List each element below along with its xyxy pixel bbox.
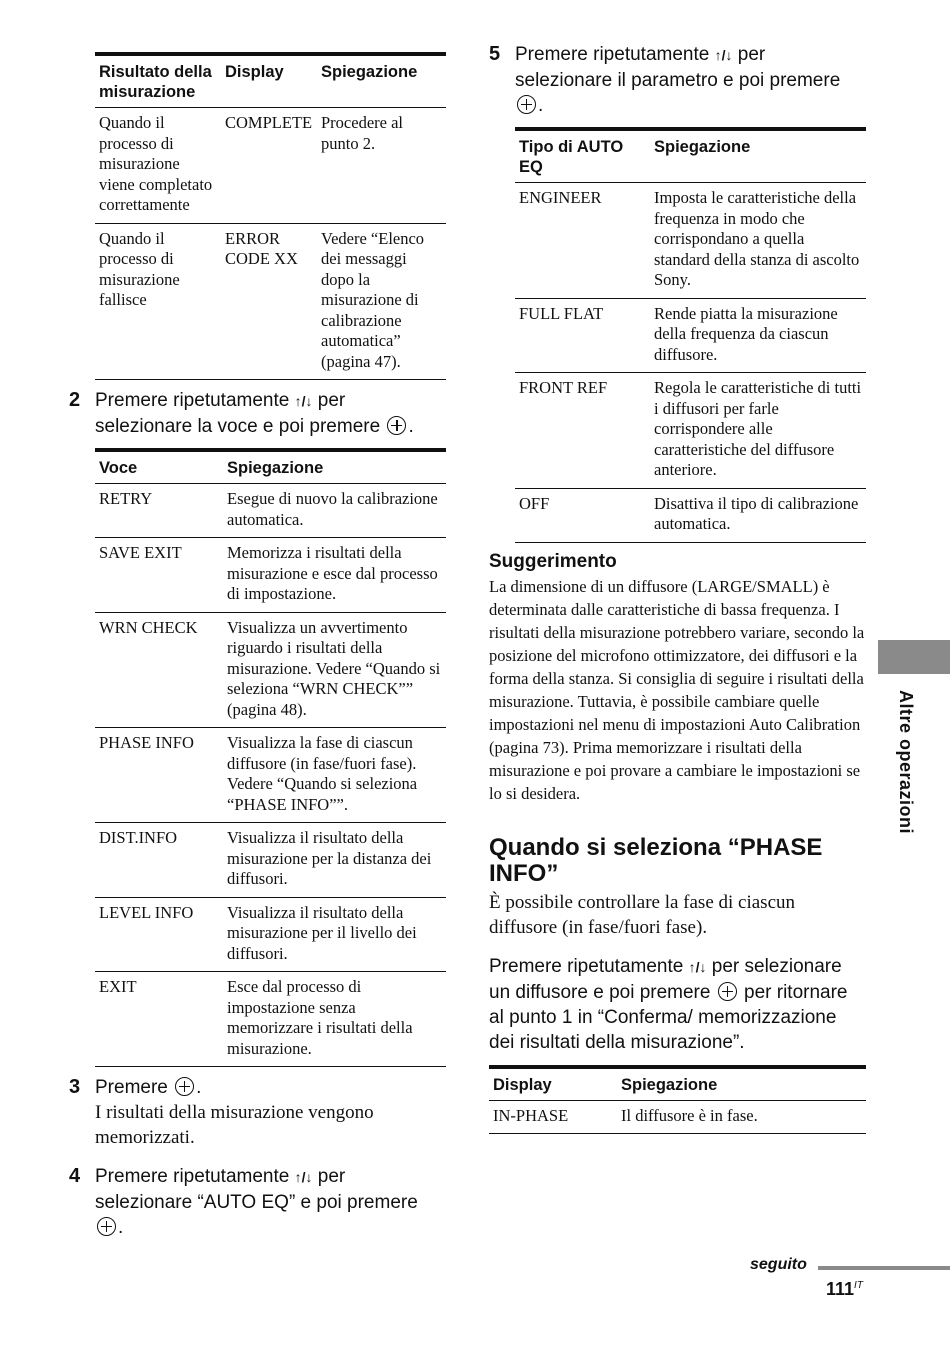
table-cell: Vedere “Elenco dei messaggi dopo la misurazione di calibrazione automatica” (pagina 47). [317, 223, 446, 380]
right-column [489, 42, 866, 1134]
table-row [95, 484, 446, 538]
table-row [515, 488, 866, 542]
step-text: Premere ripetutamente [95, 390, 295, 411]
table-cell: Esce dal processo di impostazione senza memorizzare i risultati della misurazione. [223, 972, 446, 1067]
table-cell: ERROR CODE XX [221, 223, 317, 380]
step-number: 5 [489, 43, 501, 65]
table-row [95, 897, 446, 972]
enter-button-icon [718, 982, 737, 1001]
step-text: . [196, 1077, 202, 1098]
table-cell: Rende piatta la misurazione della frequenza da ciascun diffusore. [650, 298, 866, 373]
table-row [95, 823, 446, 898]
table-cell: DIST.INFO [95, 823, 223, 898]
up-down-arrows-icon: ↑/↓ [714, 47, 733, 63]
section-instruction [489, 954, 866, 1055]
table-header: Display [221, 54, 317, 108]
tip-heading: Suggerimento [489, 550, 617, 572]
enter-button-icon [97, 1217, 116, 1236]
table-row [95, 972, 446, 1067]
table-header: Spiegazione [223, 450, 446, 484]
step-4 [69, 1164, 446, 1240]
up-down-arrows-icon: ↑/↓ [294, 393, 313, 409]
table-cell: Il diffusore è in fase. [617, 1100, 866, 1134]
side-section-label: Altre operazioni [896, 690, 916, 835]
table-header: Spiegazione [650, 129, 866, 183]
phase-display-table [489, 1065, 866, 1135]
measurement-result-table [95, 52, 446, 380]
step-description: I risultati della misurazione vengono memorizzati. [95, 1102, 374, 1148]
table-cell: Visualizza un avvertimento riguardo i risultati della misurazione. Vedere “Quando si seleziona “WRN CHECK”” (pagina 48). [223, 612, 446, 728]
table-cell: IN-PHASE [489, 1100, 617, 1134]
step-number: 3 [69, 1076, 81, 1098]
table-cell: Procedere al punto 2. [317, 108, 446, 224]
table-header: Voce [95, 450, 223, 484]
page-number [826, 1279, 863, 1300]
table-cell: RETRY [95, 484, 223, 538]
enter-button-icon [175, 1077, 194, 1096]
table-cell: COMPLETE [221, 108, 317, 224]
instruction-text: per selezionare un diffusore e poi premere [489, 955, 842, 1003]
step-text: per selezionare “AUTO EQ” e poi premere [95, 1166, 418, 1213]
section-tab-marker [878, 640, 950, 674]
table-cell: Imposta le caratteristiche della frequenza in modo che corrispondano a quella standard della stanza di ascolto Sony. [650, 183, 866, 299]
table-header: Display [489, 1067, 617, 1101]
table-row [95, 728, 446, 823]
left-column [69, 52, 446, 1240]
table-cell: FULL FLAT [515, 298, 650, 373]
table-cell: Esegue di nuovo la calibrazione automatica. [223, 484, 446, 538]
table-cell: ENGINEER [515, 183, 650, 299]
step-text: per selezionare la voce e poi premere [95, 390, 386, 437]
step-text: . [118, 1217, 124, 1238]
table-cell: FRONT REF [515, 373, 650, 489]
up-down-arrows-icon: ↑/↓ [294, 1169, 313, 1185]
step-text: . [538, 95, 544, 116]
continued-bar [818, 1266, 950, 1270]
page-number-value: 111 [826, 1279, 855, 1299]
table-cell: EXIT [95, 972, 223, 1067]
table-cell: LEVEL INFO [95, 897, 223, 972]
table-header: Risultato della misurazione [95, 54, 221, 108]
step-text: Premere ripetutamente [95, 1166, 295, 1187]
continued-label: seguito [750, 1256, 807, 1273]
table-row [515, 183, 866, 299]
table-row [95, 538, 446, 613]
table-cell: Regola le caratteristiche di tutti i diffusori per farle corrispondere alle caratteristiche del diffusore anteriore. [650, 373, 866, 489]
table-row [95, 223, 446, 380]
table-cell: PHASE INFO [95, 728, 223, 823]
table-header: Spiegazione [617, 1067, 866, 1101]
table-cell: Visualizza il risultato della misurazione per il livello dei diffusori. [223, 897, 446, 972]
item-table [95, 448, 446, 1067]
table-cell: WRN CHECK [95, 612, 223, 728]
table-cell: Visualizza la fase di ciascun diffusore (in fase/fuori fase). Vedere “Quando si seleziona “PHASE INFO””. [223, 728, 446, 823]
table-row [489, 1100, 866, 1134]
step-text: . [408, 416, 414, 437]
table-header: Tipo di AUTO EQ [515, 129, 650, 183]
instruction-text: Premere ripetutamente [489, 955, 689, 977]
table-row [515, 298, 866, 373]
auto-eq-table [515, 127, 866, 543]
page-language-suffix: IT [854, 1280, 863, 1291]
step-text: Premere [95, 1077, 174, 1098]
step-5 [489, 42, 866, 118]
step-number: 2 [69, 389, 81, 411]
tip-body: La dimensione di un diffusore (LARGE/SMALL) è determinata dalle caratteristiche di bassa frequenza. I risultati della misurazione potrebbero variare, secondo la posizione del microfono ottimizzatore, dei diffusori e la forma della stanza. Si consiglia di seguire i risultati della misurazione. Tuttavia, è possibile cambiare quelle impostazioni nel menu di impostazioni Auto Calibration (pagina 73). Prima memorizzare i risultati della misurazione e poi provare a cambiare le impostazioni se lo si desidera. [489, 576, 865, 803]
step-2 [69, 388, 446, 439]
step-3 [69, 1075, 446, 1150]
table-row [515, 373, 866, 489]
table-row [95, 108, 446, 224]
table-row [95, 612, 446, 728]
section-title: Quando si seleziona “PHASE INFO” [489, 833, 823, 887]
table-cell: OFF [515, 488, 650, 542]
step-text: Premere ripetutamente [515, 44, 715, 65]
table-cell: SAVE EXIT [95, 538, 223, 613]
table-cell: Visualizza il risultato della misurazione per la distanza dei diffusori. [223, 823, 446, 898]
table-cell: Memorizza i risultati della misurazione e esce dal processo di impostazione. [223, 538, 446, 613]
up-down-arrows-icon: ↑/↓ [688, 958, 707, 975]
enter-button-icon [517, 95, 536, 114]
enter-button-icon [387, 416, 406, 435]
table-cell: Quando il processo di misurazione viene completato correttamente [95, 108, 221, 224]
step-text: per selezionare il parametro e poi premere [515, 44, 841, 91]
table-cell: Disattiva il tipo di calibrazione automatica. [650, 488, 866, 542]
table-cell: Quando il processo di misurazione fallisce [95, 223, 221, 380]
instruction-text: per ritornare al punto 1 in “Conferma/ memorizzazione dei risultati della misurazione”. [489, 981, 848, 1053]
step-number: 4 [69, 1165, 81, 1187]
table-header: Spiegazione [317, 54, 446, 108]
section-intro: È possibile controllare la fase di ciascun diffusore (in fase/fuori fase). [489, 891, 796, 938]
